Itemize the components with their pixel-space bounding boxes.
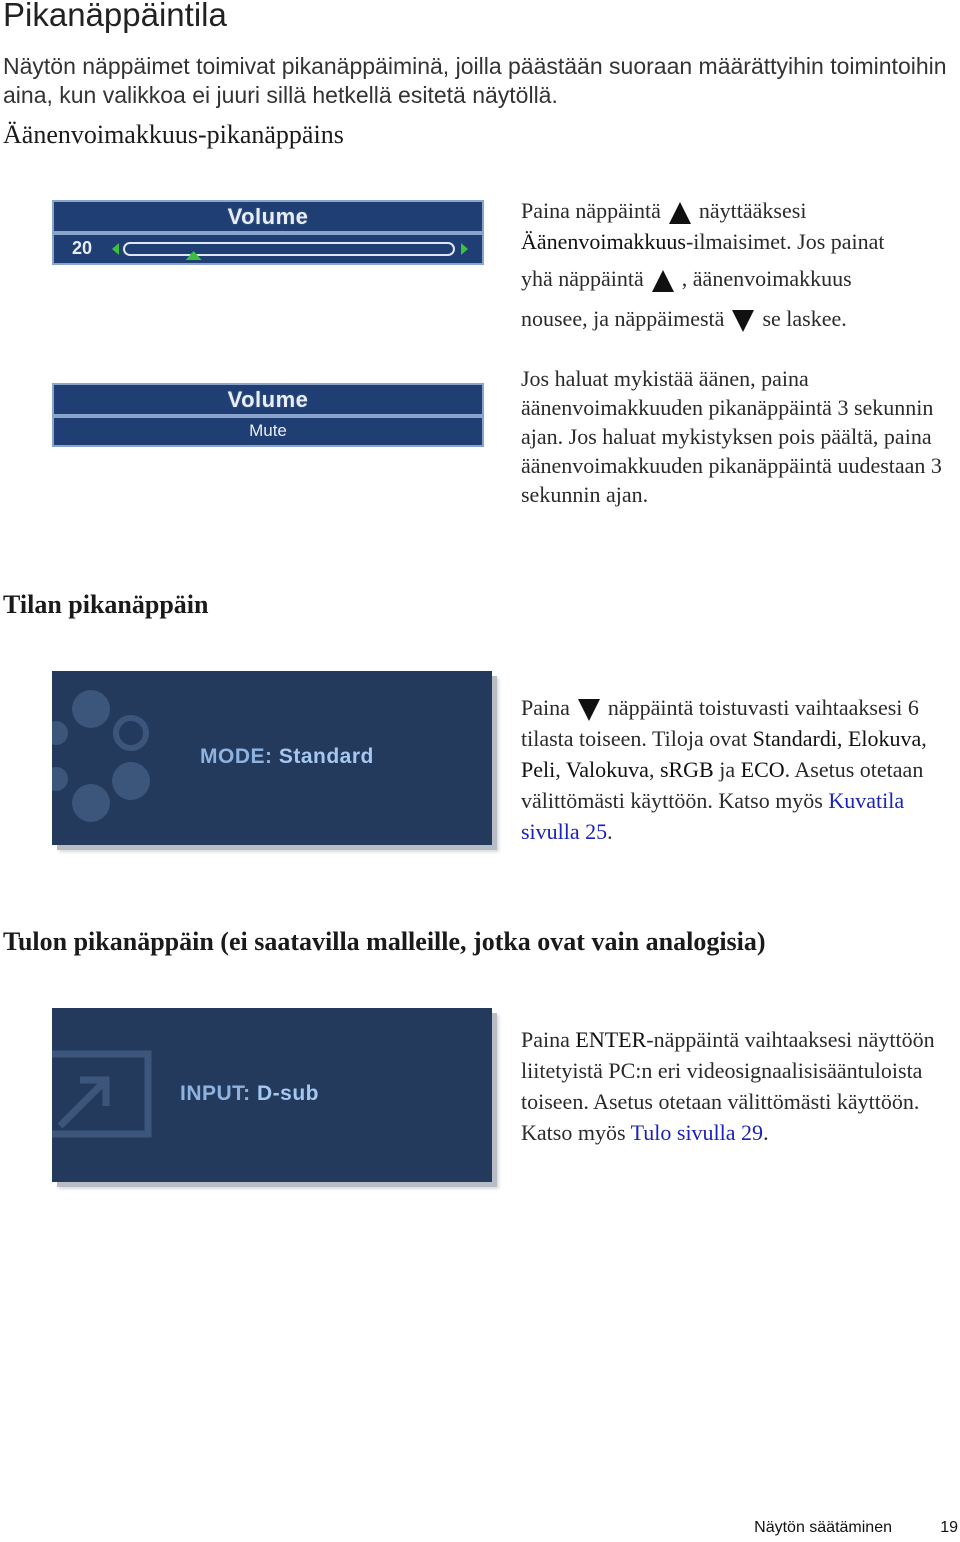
- input-osd-panel: [52, 1008, 492, 1182]
- up-arrow-icon: [669, 202, 691, 224]
- volume-osd: [52, 200, 484, 265]
- volume-osd-title: Volume: [227, 204, 309, 229]
- mode-osd-value: Standard: [278, 745, 374, 768]
- input-osd-label: INPUT:: [180, 1082, 251, 1105]
- footer-page-number: 19: [940, 1519, 958, 1536]
- mode-osd-panel: [52, 671, 492, 845]
- page-title: Pikanäppäintila: [3, 0, 227, 33]
- tulo-link[interactable]: Tulo sivulla 29: [630, 1120, 764, 1145]
- down-arrow-icon: [732, 310, 754, 332]
- mode-osd-label: MODE:: [200, 745, 273, 768]
- down-arrow-icon: [578, 699, 600, 721]
- mode-dots-icon: [52, 671, 172, 845]
- input-instructions: Paina ENTER-näppäintä vaihtaaksesi näyttöön liitetyistä PC:n eri videosignaalisisääntuloista toiseen. Asetus otetaan välittömästi käyttöön. Katso myös Tulo sivulla 29.: [521, 1027, 935, 1145]
- kuvatila-link[interactable]: Kuvatila sivulla 25: [521, 788, 905, 844]
- input-osd-text: [180, 1082, 319, 1106]
- mute-osd-title-bar: [52, 383, 484, 416]
- mute-osd-title: Volume: [227, 387, 309, 412]
- input-source-icon: [52, 1008, 172, 1182]
- volume-slider: [52, 233, 484, 265]
- volume-section-heading: Äänenvoimakkuus-pikanäppäins: [3, 120, 344, 149]
- volume-level-value: 20: [72, 238, 93, 258]
- mode-section-heading: Tilan pikanäppäin: [3, 590, 209, 619]
- volume-osd-slider-bar: [52, 233, 484, 265]
- footer-section-title: Näytön säätäminen: [754, 1519, 892, 1536]
- volume-left-arrow-icon: [112, 243, 119, 255]
- input-section-heading: Tulon pikanäppäin (ei saatavilla malleille, jotka ovat vain analogisia): [3, 927, 766, 956]
- mute-osd: [52, 383, 484, 447]
- volume-osd-title-bar: [52, 200, 484, 233]
- input-osd-value: D-sub: [257, 1082, 320, 1105]
- intro-paragraph: Näytön näppäimet toimivat pikanäppäiminä, joilla päästään suoraan määrättyihin toimintoihin aina, kun valikkoa ei juuri sillä hetkellä esitetä näytöllä.: [3, 53, 947, 108]
- volume-right-arrow-icon: [461, 243, 468, 255]
- mute-label: Mute: [249, 421, 287, 440]
- mute-osd-label-bar: [52, 416, 484, 447]
- enter-key-label: ENTER: [575, 1027, 647, 1052]
- mode-osd-text: [200, 745, 374, 769]
- volume-instructions: Paina näppäintä näyttääksesi Äänenvoimakkuus-ilmaisimet. Jos painat yhä näppäintä , äänenvoimakkuus nousee, ja näppäimestä se laskee.: [521, 198, 885, 331]
- mode-instructions: Paina näppäintä toistuvasti vaihtaaksesi 6 tilasta toiseen. Tiloja ovat Standardi, Elokuva, Peli, Valokuva, sRGB ja ECO. Asetus otetaan välittömästi käyttöön. Katso myös Kuvatila sivulla 25.: [521, 695, 927, 844]
- up-arrow-icon: [652, 270, 674, 292]
- mute-instructions: Jos haluat mykistää äänen, paina äänenvoimakkuuden pikanäppäintä 3 sekunnin ajan. Jos haluat mykistyksen pois päältä, paina äänenvoimakkuuden pikanäppäintä uudestaan 3 sekunnin ajan.: [521, 366, 942, 507]
